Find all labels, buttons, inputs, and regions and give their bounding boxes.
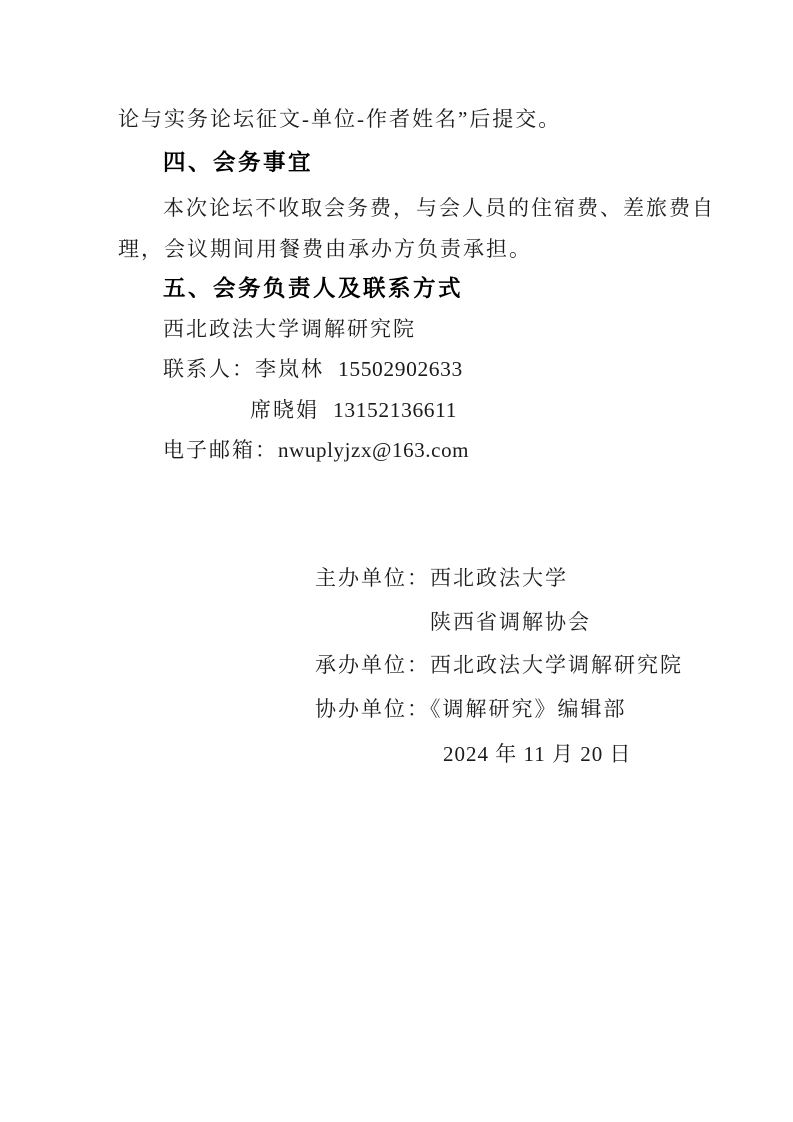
contact-1-name: 李岚林 [255,357,324,381]
contact-line-2 [250,398,457,423]
contact-1-label: 联系人： [163,357,255,381]
host-label: 主办单位： [315,566,430,590]
co-organizer-line [315,697,627,721]
date-line: 2024 年 11 月 20 日 [443,742,632,766]
contact-2-phone: 13152136611 [333,398,458,422]
section-4-paragraph-line-2: 理，会议期间用餐费由承办方负责承担。 [118,237,532,261]
email-line [163,438,469,462]
host-organization-second-line: 陕西省调解协会 [430,610,591,634]
section-4-paragraph-line-1: 本次论坛不收取会务费，与会人员的住宿费、差旅费自 [163,196,715,220]
host-value: 西北政法大学 [430,566,568,590]
co-organizer-value: 《调解研究》编辑部 [430,697,627,721]
email-address: nwuplyjzx@163.com [278,438,470,462]
carryover-text-line: 论与实务论坛征文-单位-作者姓名”后提交。 [118,107,562,131]
email-label: 电子邮箱： [163,438,278,462]
contact-2-name: 席晓娟 [250,398,319,422]
contact-line-1 [163,357,463,382]
organizer-line [315,653,683,677]
contact-1-phone: 15502902633 [338,357,463,381]
host-organization-line [315,566,568,590]
organization-name-line: 西北政法大学调解研究院 [163,317,416,341]
organizer-value: 西北政法大学调解研究院 [430,653,683,677]
organizer-label: 承办单位： [315,653,430,677]
section-5-heading: 五、会务负责人及联系方式 [163,276,464,301]
section-4-heading: 四、会务事宜 [163,150,314,175]
co-organizer-label: 协办单位： [315,697,430,721]
